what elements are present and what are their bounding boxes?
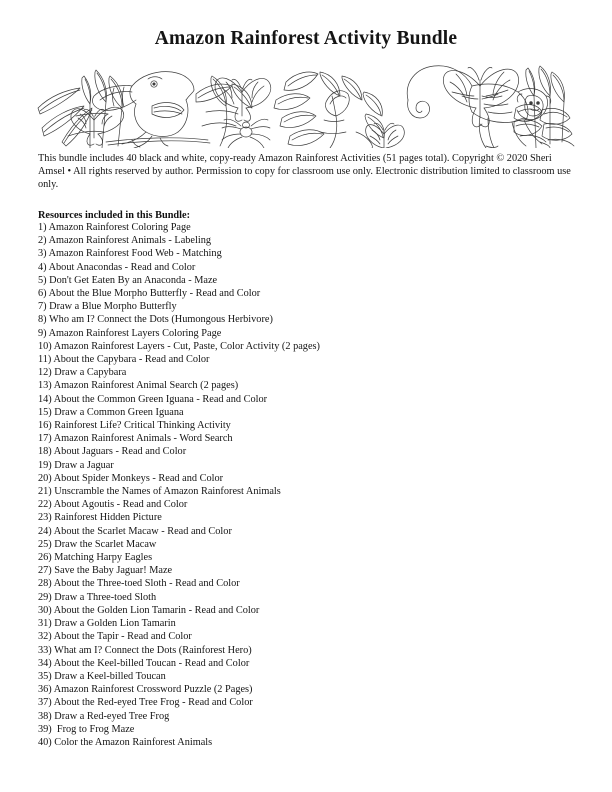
list-item: 38) Draw a Red-eyed Tree Frog <box>38 710 170 722</box>
list-item: 5) Don't Get Eaten By an Anaconda - Maze <box>38 274 218 286</box>
list-item: 3) Amazon Rainforest Food Web - Matching <box>38 248 222 260</box>
list-item: 14) About the Common Green Iguana - Read and Color <box>38 393 268 405</box>
list-item: 39) Frog to Frog Maze <box>38 723 135 735</box>
list-item: 17) Amazon Rainforest Animals - Word Search <box>38 433 233 445</box>
list-item: 34) About the Keel-billed Toucan - Read and Color <box>38 657 250 669</box>
list-item: 19) Draw a Jaguar <box>38 459 114 471</box>
list-item: 21) Unscramble the Names of Amazon Rainforest Animals <box>38 486 281 498</box>
list-item: 12) Draw a Capybara <box>38 367 127 379</box>
list-item: 26) Matching Harpy Eagles <box>38 552 153 564</box>
list-item: 4) About Anacondas - Read and Color <box>38 261 196 273</box>
list-item: 36) Amazon Rainforest Crossword Puzzle (2 Pages) <box>38 684 253 696</box>
list-item: 7) Draw a Blue Morpho Butterfly <box>38 301 177 313</box>
list-item: 8) Who am I? Connect the Dots (Humongous Herbivore) <box>38 314 273 326</box>
resources-list <box>38 221 558 749</box>
toucan-icon <box>92 72 210 148</box>
list-item: 23) Rainforest Hidden Picture <box>38 512 162 524</box>
list-item: 15) Draw a Common Green Iguana <box>38 406 184 418</box>
list-item: 27) Save the Baby Jaguar! Maze <box>38 565 173 577</box>
rainforest-banner-illustration <box>36 56 576 148</box>
list-item: 20) About Spider Monkeys - Read and Color <box>38 472 224 484</box>
list-item: 31) Draw a Golden Lion Tamarin <box>38 618 176 630</box>
heliconia-plant-icon <box>514 66 574 148</box>
list-item: 10) Amazon Rainforest Layers - Cut, Paste, Color Activity (2 pages) <box>38 340 320 352</box>
list-item: 37) About the Red-eyed Tree Frog - Read and Color <box>38 697 253 709</box>
list-item: 32) About the Tapir - Read and Color <box>38 631 192 643</box>
list-item: 40) Color the Amazon Rainforest Animals <box>38 736 213 748</box>
page-title: Amazon Rainforest Activity Bundle <box>154 28 458 49</box>
tropical-foliage-icon <box>274 72 384 148</box>
swallowtail-butterfly-icon <box>443 68 518 127</box>
list-item: 13) Amazon Rainforest Animal Search (2 pages) <box>38 380 239 392</box>
list-item: 28) About the Three-toed Sloth - Read and Color <box>38 578 240 590</box>
resources-heading: Resources included in this Bundle: <box>38 210 191 221</box>
list-item: 2) Amazon Rainforest Animals - Labeling <box>38 235 212 247</box>
list-item: 22) About Agoutis - Read and Color <box>38 499 188 511</box>
list-item: 16) Rainforest Life? Critical Thinking Activity <box>38 420 231 432</box>
list-item: 33) What am I? Connect the Dots (Rainforest Hero) <box>38 644 252 656</box>
monkey-icon <box>407 66 551 148</box>
list-item: 24) About the Scarlet Macaw - Read and Color <box>38 525 232 537</box>
intro-paragraph: This bundle includes 40 black and white, copy-ready Amazon Rainforest Activities (51 pages total). Copyright © 2020 Sheri Amsel • All rights reserved by author. Permission to copy for classroom use only. Electronic distribution limited to classroom use only. <box>38 153 571 191</box>
list-item: 6) About the Blue Morpho Butterfly - Read and Color <box>38 288 261 300</box>
list-item: 30) About the Golden Lion Tamarin - Read and Color <box>38 604 260 616</box>
list-item: 35) Draw a Keel-billed Toucan <box>38 670 166 682</box>
list-item: 1) Amazon Rainforest Coloring Page <box>38 222 191 233</box>
list-item: 11) About the Capybara - Read and Color <box>38 354 210 366</box>
list-item: 18) About Jaguars - Read and Color <box>38 446 187 458</box>
list-item: 9) Amazon Rainforest Layers Coloring Page <box>38 327 222 339</box>
list-item: 29) Draw a Three-toed Sloth <box>38 591 157 603</box>
list-item: 25) Draw the Scarlet Macaw <box>38 538 157 550</box>
